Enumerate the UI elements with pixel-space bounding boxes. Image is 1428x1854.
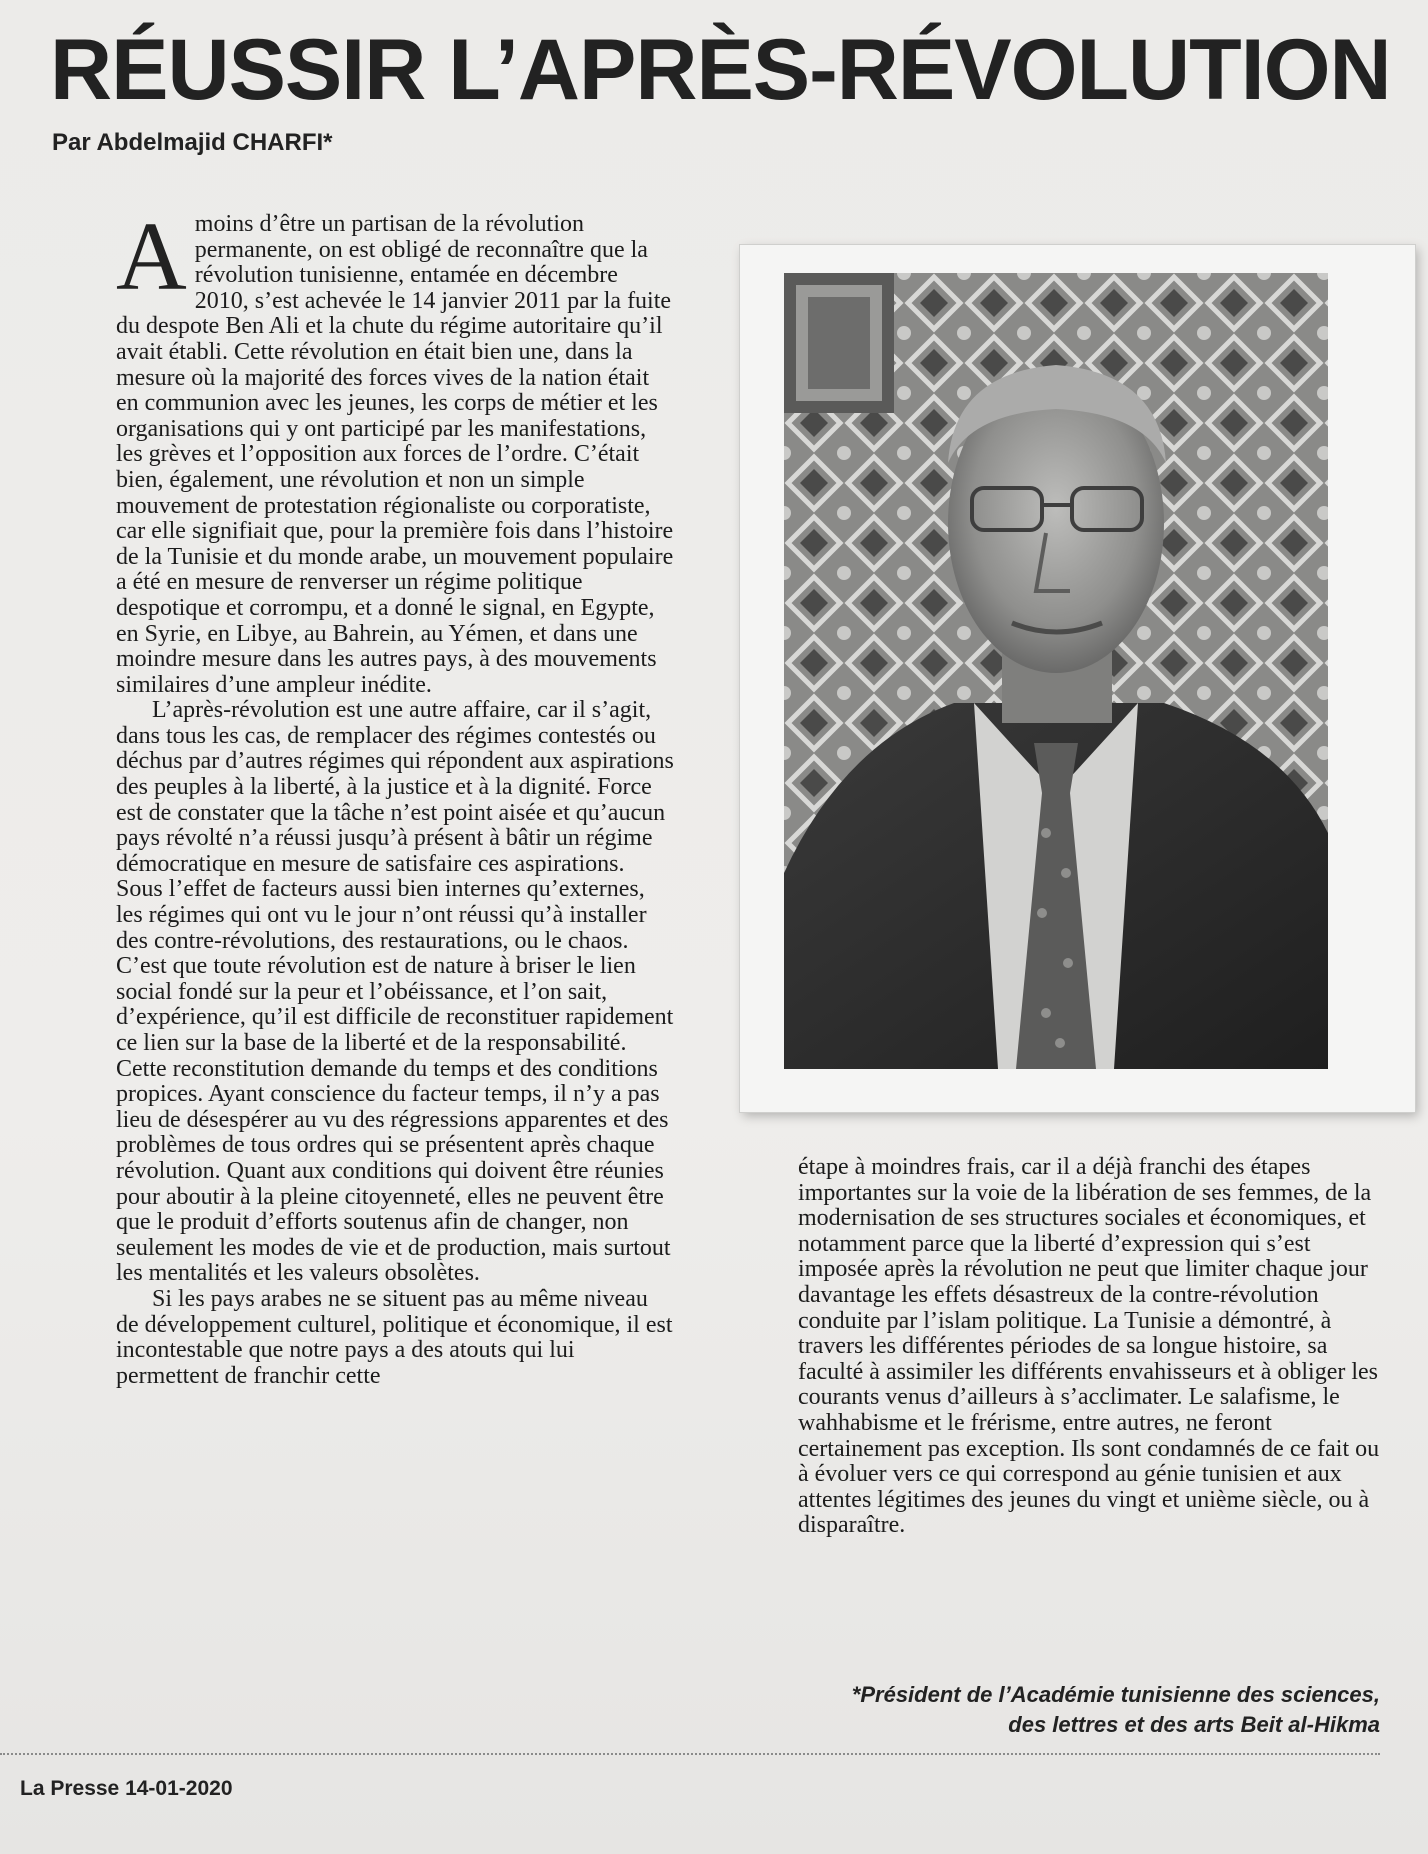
- photo-frame: [740, 245, 1415, 1112]
- author-footnote: [720, 1680, 1380, 1740]
- paragraph-2: L’après-révolution est une autre affaire, car il s’agit, dans tous les cas, de remplacer des régimes contestés ou déchus par d’autres régimes qui répondent aux aspirations des peuples à la liberté, à la justice et à la dignité. Force est de constater que la tâche n’est point aisée et qu’aucun pays révolté n’a réussi jusqu’à présent à bâtir un régime démocratique en mesure de satisfaire ces aspirations. Sous l’effet de facteurs aussi bien internes qu’externes, les régimes qui ont vu le jour n’ont réussi qu’à installer des contre-révolutions, des restaurations, ou le chaos. C’est que toute révolution est de nature à briser le lien social fondé sur la peur et l’obéissance, et l’on sait, d’expérience, qu’il est difficile de reconstituer rapidement ce lien sur la base de la liberté et de la responsabilité. Cette reconstitution demande du temps et des conditions propices. Ayant conscience du facteur temps, il n’y a pas lieu de désespérer au vu des régressions apparentes et des problèmes de tous ordres qui se présentent après chaque révolution. Quant aux conditions qui doivent être réunies pour aboutir à la pleine citoyenneté, elles ne peuvent être que le produit d’efforts soutenus afin de changer, non seulement les modes de vie et de production, mais surtout les mentalités et les valeurs obsolètes.: [116, 697, 674, 1287]
- footnote-line-1: *Président de l’Académie tunisienne des sciences,: [851, 1682, 1380, 1707]
- headline: RÉUSSIR L’APRÈS-RÉVOLUTION: [50, 22, 1391, 118]
- byline: Par Abdelmajid CHARFI*: [52, 129, 333, 156]
- article-column-right: [798, 1155, 1382, 1539]
- author-portrait-icon: [784, 273, 1328, 1069]
- article-column-left: [116, 203, 676, 1389]
- paragraph-continuation: étape à moindres frais, car il a déjà franchi des étapes importantes sur la voie de la libération de ses femmes, de la modernisation de ses structures sociales et économiques, et notamment parce que la liberté d’expression qui s’est imposée après la révolution ne peut que limiter chaque jour davantage les effets désastreux de la contre-révolution conduite par l’islam politique. La Tunisie a démontré, à travers les différentes périodes de sa longue histoire, sa faculté à assimiler les différents envahisseurs et à obliger les courants venus d’ailleurs à s’acclimater. Le salafisme, le wahhabisme et le frérisme, entre autres, ne feront certainement pas exception. Ils sont condamnés de ce fait ou à évoluer vers ce qui correspond au génie tunisien et aux attentes légitimes des jeunes du vingt et unième siècle, ou à disparaître.: [798, 1154, 1380, 1539]
- paragraph-1: [116, 203, 676, 698]
- drop-cap: A: [116, 203, 187, 311]
- footnote-line-2: des lettres et des arts Beit al-Hikma: [1008, 1712, 1380, 1737]
- footer-divider: [0, 1753, 1380, 1755]
- paragraph-3: Si les pays arabes ne se situent pas au même niveau de développement culturel, politique et économique, il est incontestable que notre pays a des atouts qui lui permettent de franchir cette: [116, 1285, 673, 1389]
- publication-source: La Presse 14-01-2020: [20, 1777, 233, 1800]
- paragraph-1-text: moins d’être un partisan de la révolution permanente, on est obligé de reconnaître que la révolution tunisienne, entamée en décembre 2010, s’est achevée le 14 janvier 2011 par la fuite du despote Ben Ali et la chute du régime autoritaire qu’il avait établi. Cette révolution en était bien une, dans la mesure où la majorité des forces vives de la nation était en communion avec les jeunes, les corps de métier et les organisations qui y ont participé par les manifestations, les grèves et l’opposition aux forces de l’ordre. C’était bien, également, une révolution et non un simple mouvement de protestation régionaliste ou corporatiste, car elle signifiait que, pour la première fois dans l’histoire de la Tunisie et du monde arabe, un mouvement populaire a été en mesure de renverser un régime politique despotique et corrompu, et a donné le signal, en Egypte, en Syrie, en Libye, au Bahrein, au Yémen, et dans une moindre mesure dans les autres pays, à des mouvements similaires d’une ampleur inédite.: [116, 211, 674, 698]
- author-portrait-photo: [784, 273, 1328, 1069]
